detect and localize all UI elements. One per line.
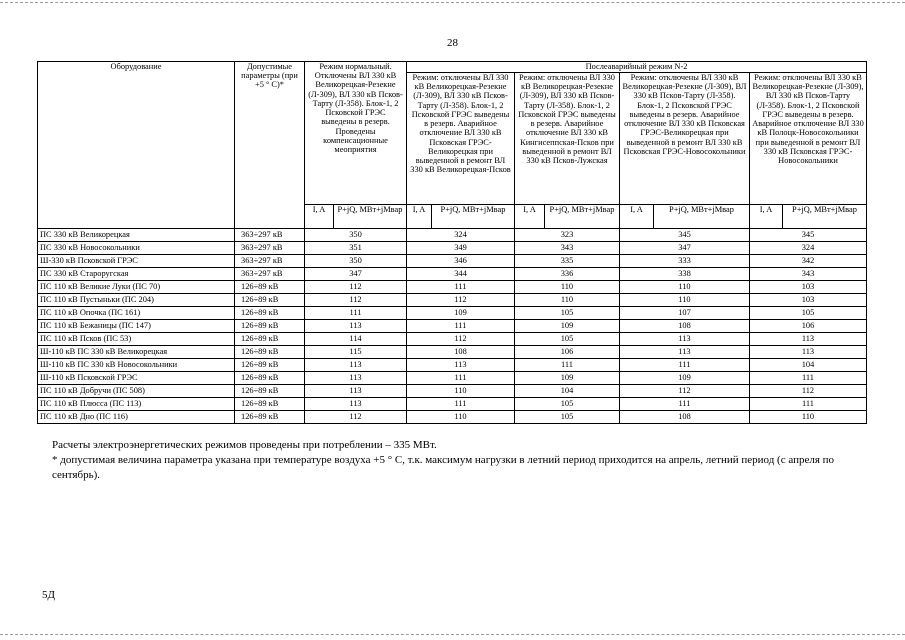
power-value-cell: 112: [305, 294, 407, 307]
power-value-cell: 111: [407, 320, 515, 333]
post-emergency-header: Послеаварийный режим N-2: [407, 62, 867, 73]
table-body: [38, 229, 867, 424]
power-value-cell: 113: [620, 333, 750, 346]
mode-2-power-header: P+jQ, МВт+jМвар: [545, 205, 620, 229]
power-value-cell: 112: [407, 333, 515, 346]
power-value-cell: 104: [750, 359, 867, 372]
equipment-cell: Ш-110 кВ ПС 330 кВ Новосокольники: [38, 359, 235, 372]
power-value-cell: 105: [515, 411, 620, 424]
power-value-cell: 335: [515, 255, 620, 268]
power-value-cell: 113: [305, 372, 407, 385]
header-row-1: [38, 62, 867, 73]
normal-mode-header: Режим нормальный. Отключены ВЛ 330 кВ Великорецкая-Резекне (Л-309), ВЛ 330 кВ Псков-Тарту (Л-358). Блок-1, 2 Псковской ГРЭС выведены в резерв. Проведены компенсационные меоприятия: [305, 62, 407, 205]
table-row: [38, 307, 867, 320]
mode-2-header: Режим: отключены ВЛ 330 кВ Великорецкая-Резекне (Л-309), ВЛ 330 кВ Псков-Тарту (Л-358). Блок-1, 2 Псковской ГРЭС выведены в резерв. Аварийное отключение ВЛ 330 кВ Кингисеппская-Псков при выведенной в ремонт ВЛ 330 кВ Псков-Лужская: [515, 73, 620, 205]
power-value-cell: 345: [620, 229, 750, 242]
allowed-param-cell: 363÷297 кВ: [235, 268, 305, 281]
consumption-note: Расчеты электроэнергетических режимов проведены при потреблении – 335 МВт.: [52, 439, 437, 451]
allowed-param-cell: 126÷89 кВ: [235, 398, 305, 411]
power-value-cell: 111: [407, 281, 515, 294]
mode-4-header: Режим: отключены ВЛ 330 кВ Великорецкая-Резекне (Л-309), ВЛ 330 кВ Псков-Тарту (Л-358). Блок-1, 2 Псковской ГРЭС выведены в резерв. Аварийное отключение ВЛ 330 кВ Полоцк-Новосокольники при выведенной в ремонт ВЛ 330 кВ Псковская ГРЭС-Новосокольники: [750, 73, 867, 205]
power-value-cell: 108: [620, 320, 750, 333]
allowed-params-header: Допустимые параметры (при +5 ° С)*: [235, 62, 305, 229]
equipment-cell: ПС 110 кВ Опочка (ПС 161): [38, 307, 235, 320]
page-code: 5Д: [42, 589, 56, 601]
allowed-param-cell: 126÷89 кВ: [235, 307, 305, 320]
equipment-cell: ПС 110 кВ Великие Луки (ПС 70): [38, 281, 235, 294]
power-value-cell: 111: [620, 398, 750, 411]
power-value-cell: 109: [515, 372, 620, 385]
power-value-cell: 106: [515, 346, 620, 359]
power-value-cell: 111: [407, 398, 515, 411]
power-value-cell: 110: [515, 294, 620, 307]
allowed-param-cell: 126÷89 кВ: [235, 372, 305, 385]
equipment-cell: ПС 110 кВ Добручи (ПС 508): [38, 385, 235, 398]
power-value-cell: 346: [407, 255, 515, 268]
power-value-cell: 113: [750, 333, 867, 346]
power-value-cell: 110: [407, 385, 515, 398]
table-row: [38, 294, 867, 307]
table-row: [38, 385, 867, 398]
power-value-cell: 113: [620, 346, 750, 359]
mode-3-power-header: P+jQ, МВт+jМвар: [654, 205, 750, 229]
mode-1-header: Режим: отключены ВЛ 330 кВ Великорецкая-Резекне (Л-309), ВЛ 330 кВ Псков-Тарту (Л-358). Блок-1, 2 Псковской ГРЭС выведены в резерв. Аварийное отключение ВЛ 330 кВ Псковская ГРЭС-Великорецкая при выведенной в ремонт ВЛ 330 кВ Великорецкая-Псков: [407, 73, 515, 205]
power-value-cell: 347: [620, 242, 750, 255]
power-value-cell: 333: [620, 255, 750, 268]
table-row: [38, 372, 867, 385]
equipment-cell: ПС 330 кВ Новосокольники: [38, 242, 235, 255]
power-value-cell: 109: [515, 320, 620, 333]
power-value-cell: 115: [305, 346, 407, 359]
power-value-cell: 324: [407, 229, 515, 242]
mode-1-power-header: P+jQ, МВт+jМвар: [432, 205, 515, 229]
power-value-cell: 111: [407, 372, 515, 385]
allowed-param-cell: 363÷297 кВ: [235, 229, 305, 242]
power-value-cell: 336: [515, 268, 620, 281]
power-value-cell: 103: [750, 281, 867, 294]
allowed-param-cell: 126÷89 кВ: [235, 411, 305, 424]
table-row: [38, 281, 867, 294]
power-value-cell: 105: [750, 307, 867, 320]
power-value-cell: 350: [305, 229, 407, 242]
mode-4-current-header: I, A: [750, 205, 783, 229]
power-value-cell: 111: [750, 372, 867, 385]
equipment-cell: ПС 110 кВ Дно (ПС 116): [38, 411, 235, 424]
allowed-param-cell: 126÷89 кВ: [235, 385, 305, 398]
power-value-cell: 113: [305, 320, 407, 333]
power-value-cell: 112: [407, 294, 515, 307]
power-value-cell: 112: [750, 385, 867, 398]
allowed-param-cell: 363÷297 кВ: [235, 255, 305, 268]
scan-edge-bottom: [0, 634, 905, 636]
power-value-cell: 350: [305, 255, 407, 268]
notes: [52, 438, 882, 483]
equipment-cell: ПС 330 кВ Великорецкая: [38, 229, 235, 242]
table-row: [38, 229, 867, 242]
normal-current-header: I, A: [305, 205, 334, 229]
table-row: [38, 411, 867, 424]
power-value-cell: 111: [515, 359, 620, 372]
table-row: [38, 398, 867, 411]
page-number: 28: [447, 37, 458, 49]
equipment-cell: ПС 110 кВ Бежаницы (ПС 147): [38, 320, 235, 333]
power-value-cell: 106: [750, 320, 867, 333]
normal-power-header: P+jQ, МВт+jМвар: [334, 205, 407, 229]
power-value-cell: 338: [620, 268, 750, 281]
equipment-cell: Ш-330 кВ Псковской ГРЭС: [38, 255, 235, 268]
allowed-param-cell: 126÷89 кВ: [235, 320, 305, 333]
allowed-param-cell: 363÷297 кВ: [235, 242, 305, 255]
power-value-cell: 113: [305, 385, 407, 398]
equipment-cell: ПС 110 кВ Пустыньки (ПС 204): [38, 294, 235, 307]
equipment-cell: Ш-110 кВ ПС 330 кВ Великорецкая: [38, 346, 235, 359]
power-value-cell: 111: [305, 307, 407, 320]
power-value-cell: 323: [515, 229, 620, 242]
power-value-cell: 347: [305, 268, 407, 281]
power-value-cell: 110: [750, 411, 867, 424]
power-value-cell: 105: [515, 307, 620, 320]
equipment-cell: ПС 110 кВ Псков (ПС 53): [38, 333, 235, 346]
allowed-param-cell: 126÷89 кВ: [235, 346, 305, 359]
allowed-param-cell: 126÷89 кВ: [235, 333, 305, 346]
allowed-param-cell: 126÷89 кВ: [235, 281, 305, 294]
power-value-cell: 343: [750, 268, 867, 281]
power-value-cell: 111: [620, 359, 750, 372]
power-value-cell: 345: [750, 229, 867, 242]
scan-edge-top: [0, 2, 905, 4]
equipment-cell: ПС 110 кВ Плюсса (ПС 113): [38, 398, 235, 411]
power-value-cell: 107: [620, 307, 750, 320]
power-value-cell: 109: [620, 372, 750, 385]
power-value-cell: 103: [750, 294, 867, 307]
power-value-cell: 110: [407, 411, 515, 424]
mode-3-current-header: I, A: [620, 205, 654, 229]
mode-1-current-header: I, A: [407, 205, 432, 229]
power-value-cell: 108: [407, 346, 515, 359]
table-row: [38, 346, 867, 359]
power-value-cell: 112: [620, 385, 750, 398]
mode-2-current-header: I, A: [515, 205, 545, 229]
mode-4-power-header: P+jQ, МВт+jМвар: [783, 205, 867, 229]
power-value-cell: 110: [620, 281, 750, 294]
table-row: [38, 268, 867, 281]
allowed-param-cell: 126÷89 кВ: [235, 294, 305, 307]
power-value-cell: 351: [305, 242, 407, 255]
power-value-cell: 112: [305, 281, 407, 294]
footnote: * допустимая величина параметра указана при температуре воздуха +5 ° С, т.к. максимум нагрузки в летний период приходится на апрель, летний период (с апреля по сентябрь).: [52, 454, 835, 481]
equipment-cell: Ш-110 кВ Псковской ГРЭС: [38, 372, 235, 385]
power-value-cell: 111: [750, 398, 867, 411]
table-row: [38, 359, 867, 372]
power-value-cell: 104: [515, 385, 620, 398]
table-row: [38, 242, 867, 255]
power-value-cell: 343: [515, 242, 620, 255]
equipment-cell: ПС 330 кВ Староругская: [38, 268, 235, 281]
power-value-cell: 108: [620, 411, 750, 424]
power-value-cell: 344: [407, 268, 515, 281]
power-value-cell: 113: [305, 359, 407, 372]
power-value-cell: 349: [407, 242, 515, 255]
power-value-cell: 112: [305, 411, 407, 424]
power-value-cell: 114: [305, 333, 407, 346]
equipment-header: Оборудование: [38, 62, 235, 229]
table-row: [38, 333, 867, 346]
mode-3-header: Режим: отключены ВЛ 330 кВ Великорецкая-Резекне (Л-309), ВЛ 330 кВ Псков-Тарту (Л-358). Блок-1, 2 Псковской ГРЭС выведены в резерв. Аварийное отключение ВЛ 330 кВ Псковская ГРЭС-Великорецкая при выведенной в ремонт ВЛ 330 кВ Псковская ГРЭС-Новосокольники: [620, 73, 750, 205]
power-value-cell: 324: [750, 242, 867, 255]
allowed-param-cell: 126÷89 кВ: [235, 359, 305, 372]
power-value-cell: 110: [515, 281, 620, 294]
power-value-cell: 113: [305, 398, 407, 411]
power-value-cell: 109: [407, 307, 515, 320]
power-value-cell: 113: [750, 346, 867, 359]
power-value-cell: 105: [515, 398, 620, 411]
regime-table: [37, 61, 867, 424]
power-value-cell: 342: [750, 255, 867, 268]
table-row: [38, 255, 867, 268]
power-value-cell: 113: [407, 359, 515, 372]
table-row: [38, 320, 867, 333]
power-value-cell: 110: [620, 294, 750, 307]
power-value-cell: 105: [515, 333, 620, 346]
